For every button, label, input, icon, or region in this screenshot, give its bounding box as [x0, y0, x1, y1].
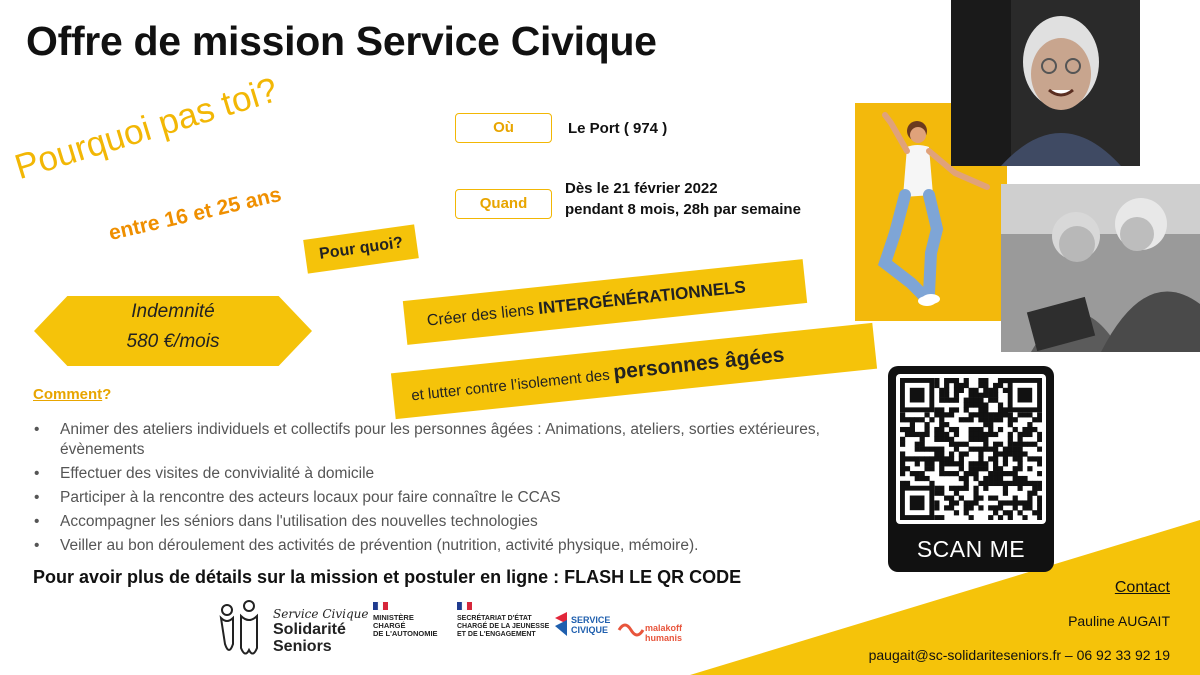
qr-finder-pattern — [910, 496, 925, 511]
page-title: Offre de mission Service Civique — [26, 18, 657, 64]
purpose-line2-emphasis: personnes âgées — [612, 343, 786, 385]
how-title-text: Comment — [33, 386, 103, 403]
contact-title[interactable]: Contact — [1114, 579, 1170, 596]
qr-finder-pattern — [1018, 388, 1033, 403]
secretariat-line3: ET DE L'ENGAGEMENT — [457, 631, 536, 638]
malakoff-line2: humanis — [645, 633, 683, 643]
purpose-line1-prefix: Créer des liens — [426, 301, 540, 330]
purpose-line1-emphasis: INTERGÉNÉRATIONNELS — [537, 277, 747, 318]
list-item: • Effectuer des visites de convivialité à domicile — [30, 464, 860, 484]
scs-line2: Solidarité — [273, 621, 346, 638]
activities-list — [30, 420, 860, 560]
malakoff-line1: malakoff — [645, 623, 683, 633]
how-title-suffix: ? — [102, 386, 112, 403]
contact-details[interactable]: paugait@sc-solidariteseniors.fr – 06 92 33 92 19 — [868, 647, 1170, 663]
secretariat-line2: CHARGÉ DE LA JEUNESSE — [457, 623, 550, 630]
contact-name: Pauline AUGAIT — [1068, 613, 1170, 629]
when-label: Quand — [479, 195, 528, 212]
list-item: • Animer des ateliers individuels et collectifs pour les personnes âgées : Animations, ateliers, sorties extérieures, évènements — [30, 420, 860, 460]
allowance-label: Indemnité — [131, 301, 215, 322]
purpose-label: Pour quoi? — [303, 224, 419, 273]
when-line2: pendant 8 mois, 28h par semaine — [565, 201, 801, 218]
secretariat-line1: SECRÉTARIAT D'ÉTAT — [457, 615, 532, 622]
allowance-value: 580 €/mois — [126, 331, 220, 352]
malakoff-logo-icon — [619, 625, 643, 635]
where-label: Où — [493, 119, 514, 136]
scs-line1: Service Civique — [273, 607, 369, 621]
partner-logos — [215, 596, 705, 664]
scan-me-label: SCAN ME — [916, 536, 1026, 562]
ministere-line3: DE L'AUTONOMIE — [373, 629, 438, 638]
ministere-line1: MINISTÈRE — [373, 613, 414, 622]
seniors-with-tablet-photo — [1001, 184, 1200, 352]
list-item: • Accompagner les séniors dans l'utilisation des nouvelles technologies — [30, 512, 860, 532]
where-value: Le Port ( 974 ) — [568, 120, 668, 137]
when-line1: Dès le 21 février 2022 — [565, 180, 718, 197]
when-bubble — [455, 189, 552, 219]
elderly-woman-image — [951, 0, 1140, 166]
list-item: • Veiller au bon déroulement des activités de prévention (nutrition, activité physique, mémoire). — [30, 536, 860, 556]
qr-code-icon[interactable] — [900, 378, 1042, 520]
how-title — [33, 386, 111, 403]
service-civique-line2: CIVIQUE — [571, 625, 609, 635]
elderly-woman-photo — [951, 0, 1140, 166]
slogan: Pourquoi pas toi? — [10, 70, 283, 188]
service-civique-line1: SERVICE — [571, 615, 611, 625]
scs-line3: Seniors — [273, 638, 332, 655]
purpose-line1 — [403, 259, 807, 345]
french-flag-icon — [457, 602, 472, 610]
service-civique-logo-icon — [555, 612, 567, 636]
where-bubble — [455, 113, 552, 143]
purpose-line2-prefix: et lutter contre l’isolement des — [410, 366, 615, 405]
scs-logo-icon — [221, 601, 257, 654]
age-range: entre 16 et 25 ans — [106, 182, 284, 246]
list-item: • Participer à la rencontre des acteurs locaux pour faire connaître le CCAS — [30, 488, 860, 508]
qr-finder-pattern — [910, 388, 925, 403]
call-to-action: Pour avoir plus de détails sur la mission et postuler en ligne : FLASH LE QR CODE — [33, 567, 742, 587]
when-value — [565, 178, 801, 220]
ministere-line2: CHARGÉ — [373, 621, 406, 630]
french-flag-icon — [373, 602, 388, 610]
seniors-with-tablet-image — [1001, 184, 1200, 352]
